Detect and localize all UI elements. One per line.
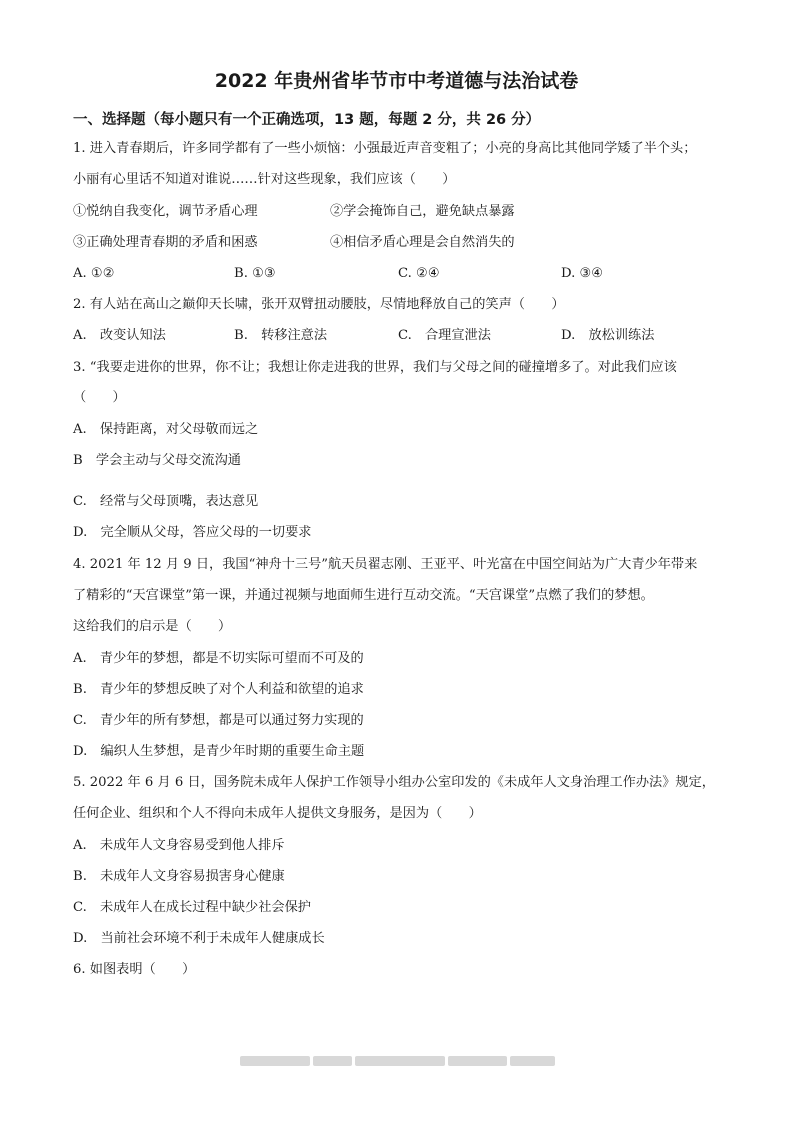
- question-1-option-b: B. ①③: [234, 266, 276, 281]
- question-1-option-d: D. ③④: [561, 266, 604, 281]
- question-1-option-a: A. ①②: [73, 266, 115, 281]
- question-1-stem-line-1: 1. 进入青春期后，许多同学都有了一些小烦恼：小强最近声音变粗了；小亮的身高比其他同学矮了半个头；: [73, 141, 697, 156]
- question-3-option-d: D. 完全顺从父母，答应父母的一切要求: [73, 525, 312, 540]
- question-4-stem-line-3: 这给我们的启示是（ ）: [73, 619, 232, 634]
- question-4-option-c: C. 青少年的所有梦想，都是可以通过努力实现的: [73, 713, 364, 728]
- question-2-option-b: B. 转移注意法: [234, 328, 328, 343]
- question-4-option-b: B. 青少年的梦想反映了对个人利益和欲望的追求: [73, 682, 364, 697]
- question-2-option-c: C. 合理宣泄法: [398, 328, 491, 343]
- question-1-statement-3: ③正确处理青春期的矛盾和困惑: [73, 235, 258, 250]
- question-6-stem: 6. 如图表明（ ）: [73, 962, 196, 977]
- question-1-stem-line-2: 小丽有心里话不知道对谁说……针对这些现象，我们应该（ ）: [73, 172, 456, 187]
- question-5-option-a: A. 未成年人文身容易受到他人排斥: [73, 838, 285, 853]
- question-3-stem-line-2: （ ）: [73, 390, 126, 405]
- question-4-option-a: A. 青少年的梦想，都是不切实际可望而不可及的: [73, 651, 364, 666]
- question-4-option-d: D. 编织人生梦想，是青少年时期的重要生命主题: [73, 744, 365, 759]
- question-1-statement-4: ④相信矛盾心理是会自然消失的: [330, 235, 515, 250]
- question-4-stem-line-1: 4. 2021 年 12 月 9 日，我国“神舟十三号”航天员翟志刚、王亚平、叶光富在中国空间站为广大青少年带来: [73, 557, 698, 572]
- page-title: 2022 年贵州省毕节市中考道德与法治试卷: [214, 70, 579, 92]
- question-4-stem-line-2: 了精彩的“天宫课堂”第一课，并通过视频与地面师生进行互动交流。“天宫课堂”点燃了我们的梦想。: [73, 588, 654, 603]
- question-1-statement-1: ①悦纳自我变化，调节矛盾心理: [73, 204, 258, 219]
- question-3-option-b: B 学会主动与父母交流沟通: [73, 453, 241, 468]
- question-5-option-d: D. 当前社会环境不利于未成年人健康成长: [73, 931, 325, 946]
- footer-watermark: [240, 1056, 555, 1068]
- question-5-stem-line-2: 任何企业、组织和个人不得向未成年人提供文身服务，是因为（ ）: [73, 806, 482, 821]
- question-3-option-c: C. 经常与父母顶嘴，表达意见: [73, 494, 259, 509]
- question-5-option-c: C. 未成年人在成长过程中缺少社会保护: [73, 900, 311, 915]
- question-1-statement-2: ②学会掩饰自己，避免缺点暴露: [330, 204, 515, 219]
- question-2-option-a: A. 改变认知法: [73, 328, 166, 343]
- question-5-option-b: B. 未成年人文身容易损害身心健康: [73, 869, 285, 884]
- question-5-stem-line-1: 5. 2022 年 6 月 6 日，国务院未成年人保护工作领导小组办公室印发的《未成年人文身治理工作办法》规定，: [73, 775, 715, 790]
- question-2-stem: 2. 有人站在高山之巅仰天长啸，张开双臂扭动腰肢，尽情地释放自己的笑声（ ）: [73, 297, 565, 312]
- question-1-option-c: C. ②④: [398, 266, 440, 281]
- question-3-option-a: A. 保持距离，对父母敬而远之: [73, 422, 259, 437]
- question-3-stem-line-1: 3. “我要走进你的世界，你不让；我想让你走进我的世界，我们与父母之间的碰撞增多了。对此我们应该: [73, 360, 677, 375]
- question-2-option-d: D. 放松训练法: [561, 328, 655, 343]
- section-heading: 一、选择题（每小题只有一个正确选项，13 题，每题 2 分，共 26 分）: [73, 112, 541, 128]
